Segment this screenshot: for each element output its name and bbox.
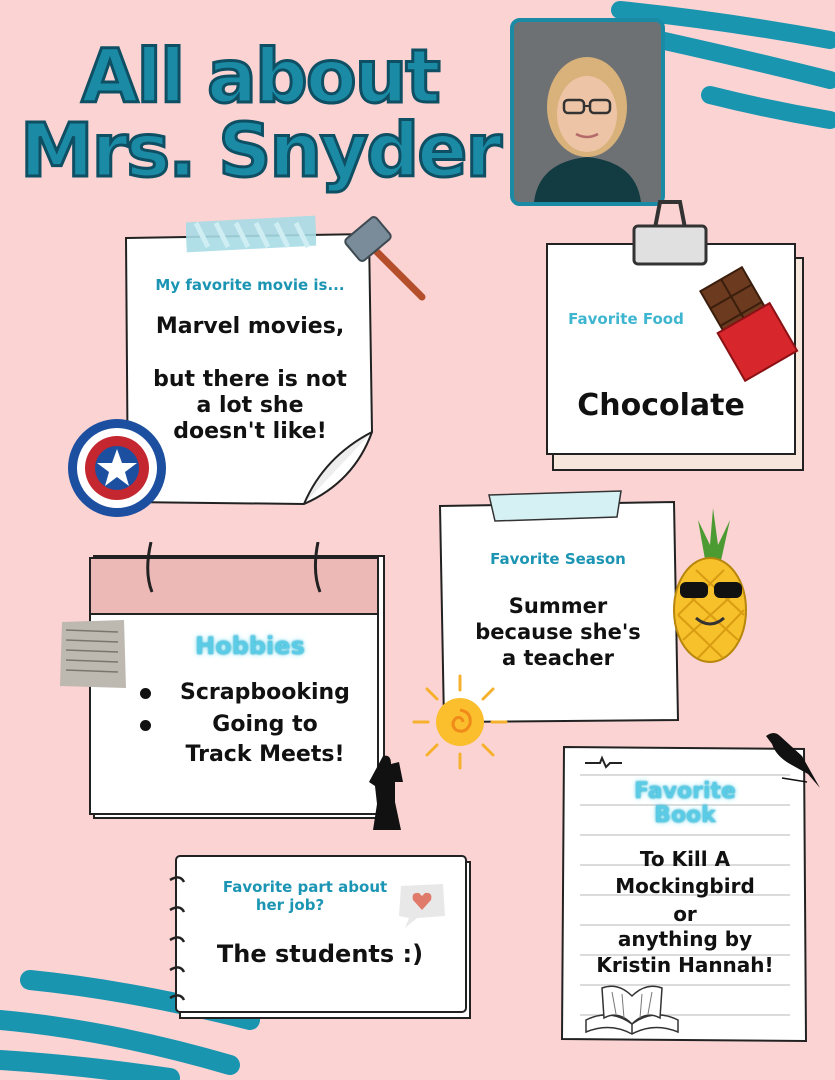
page-title (20, 34, 500, 194)
movie-line-2: but there is not (153, 367, 347, 392)
tape-icon (186, 215, 316, 253)
hobby-item-2 (140, 712, 380, 772)
book-label-line-2: Book (654, 803, 716, 828)
shield-icon (66, 417, 168, 519)
movie-line-4: doesn't like! (173, 419, 327, 444)
movie-label: My favorite movie is... (155, 276, 345, 294)
bullet-icon (140, 720, 151, 731)
book-icon (582, 980, 682, 1036)
book-line-4: anything by (617, 927, 753, 951)
food-value: Chocolate (577, 388, 745, 423)
hobby-item-2-line-2: Track Meets! (185, 742, 345, 767)
title-line-1: All about (81, 34, 439, 120)
season-line-1: Summer (508, 594, 608, 618)
tape-icon (485, 487, 625, 525)
book-line-1: To Kill A (639, 847, 731, 871)
book-line-5: Kristin Hannah! (596, 953, 774, 977)
sun-icon (410, 672, 510, 772)
food-label: Favorite Food (568, 310, 684, 328)
hobby-item-1 (140, 680, 380, 712)
portrait-image (514, 22, 661, 202)
speech-heart-icon (395, 880, 450, 930)
teacher-photo (510, 18, 665, 206)
hobbies-label: Hobbies (195, 632, 305, 660)
book-line-2: Mockingbird (615, 874, 755, 898)
hobby-item-2-line-1: Going to (212, 712, 318, 737)
season-label: Favorite Season (490, 550, 626, 568)
season-line-3: a teacher (502, 646, 614, 670)
hobby-item-1-text: Scrapbooking (180, 680, 350, 705)
newspaper-icon (58, 618, 128, 690)
movie-line-1: Marvel movies, (155, 314, 345, 339)
job-label-line-1: Favorite part about (222, 878, 388, 896)
bullet-icon (140, 688, 151, 699)
hobbies-list (140, 680, 380, 772)
movie-line-3: a lot she (196, 393, 304, 418)
chocolate-icon (692, 262, 802, 382)
job-value: The students :) (216, 940, 424, 968)
book-line-3: or (673, 902, 697, 926)
pineapple-icon (668, 500, 758, 680)
season-line-2: because she's (475, 620, 641, 644)
title-line-2: Mrs. Snyder (20, 108, 500, 194)
statue-icon (365, 752, 410, 832)
bird-icon (762, 726, 822, 796)
book-label-line-1: Favorite (634, 779, 736, 804)
binder-clip-icon (630, 198, 710, 268)
job-label-line-2: her job? (255, 896, 325, 914)
